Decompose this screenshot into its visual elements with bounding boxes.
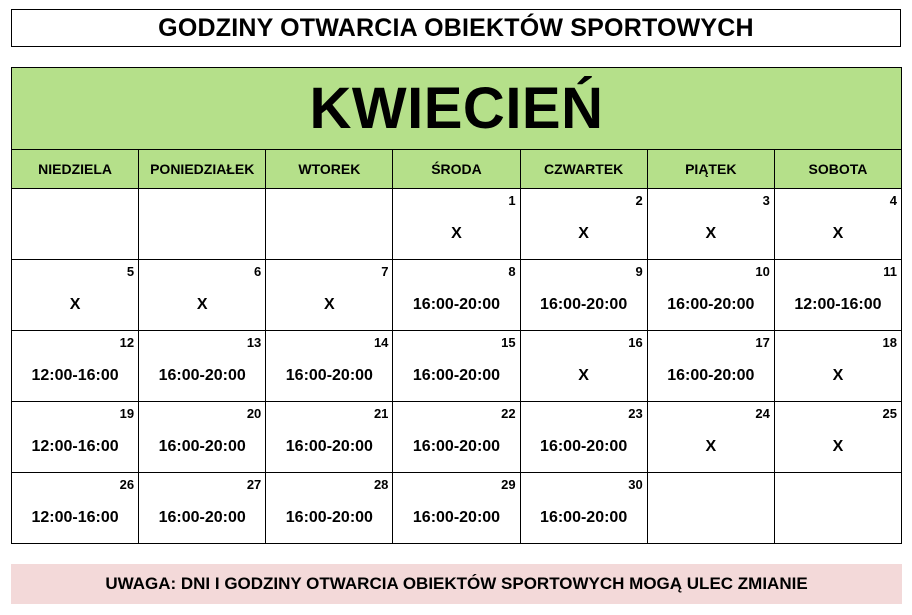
opening-hours: X — [324, 296, 335, 313]
weekday-header: PONIEDZIAŁEK — [139, 150, 266, 189]
opening-hours: 16:00-20:00 — [158, 367, 246, 384]
day-cell — [393, 402, 520, 473]
day-cell — [139, 473, 266, 544]
day-cell — [266, 402, 393, 473]
day-cell — [774, 189, 901, 260]
day-cell — [774, 402, 901, 473]
day-cell — [520, 189, 647, 260]
day-number: 12 — [119, 335, 135, 350]
day-number: 27 — [246, 477, 262, 492]
weekday-header: NIEDZIELA — [12, 150, 139, 189]
weekday-header: WTOREK — [266, 150, 393, 189]
day-number: 16 — [628, 335, 643, 350]
week-row — [12, 473, 902, 544]
day-number: 24 — [755, 406, 770, 421]
weekday-header: PIĄTEK — [647, 150, 774, 189]
opening-hours: 16:00-20:00 — [540, 509, 628, 526]
opening-hours: 16:00-20:00 — [540, 296, 628, 313]
day-number: 17 — [755, 335, 770, 350]
opening-hours: 16:00-20:00 — [158, 509, 246, 526]
day-number: 30 — [628, 477, 643, 492]
opening-hours: 12:00-16:00 — [31, 367, 119, 384]
day-cell — [647, 189, 774, 260]
opening-hours: 16:00-20:00 — [285, 509, 373, 526]
day-number: 22 — [501, 406, 516, 421]
day-cell — [647, 473, 774, 544]
day-number: 2 — [635, 193, 643, 208]
day-cell — [139, 331, 266, 402]
opening-hours: X — [578, 367, 589, 384]
day-cell — [393, 473, 520, 544]
opening-hours: X — [451, 225, 462, 242]
calendar-table — [11, 67, 902, 544]
day-cell — [520, 402, 647, 473]
day-cell — [393, 260, 520, 331]
weekday-header: CZWARTEK — [520, 150, 647, 189]
day-cell — [266, 331, 393, 402]
day-cell — [12, 402, 139, 473]
day-cell — [12, 189, 139, 260]
day-number: 23 — [628, 406, 643, 421]
opening-hours: 16:00-20:00 — [667, 367, 755, 384]
opening-hours: X — [196, 296, 208, 313]
opening-hours: 16:00-20:00 — [285, 438, 373, 455]
opening-hours: 16:00-20:00 — [412, 438, 501, 455]
day-cell — [139, 189, 266, 260]
day-number: 10 — [755, 264, 770, 279]
opening-hours: X — [705, 225, 717, 242]
weekday-header: ŚRODA — [393, 150, 520, 189]
opening-hours: 16:00-20:00 — [412, 367, 501, 384]
day-number: 25 — [882, 406, 897, 421]
opening-hours: 16:00-20:00 — [412, 509, 501, 526]
notice-banner: UWAGA: DNI I GODZINY OTWARCIA OBIEKTÓW SPORTOWYCH MOGĄ ULEC ZMIANIE — [11, 564, 902, 604]
day-cell — [12, 473, 139, 544]
opening-hours: 12:00-16:00 — [31, 509, 119, 526]
day-cell — [266, 473, 393, 544]
day-number: 29 — [501, 477, 516, 492]
day-cell — [12, 260, 139, 331]
page-title: GODZINY OTWARCIA OBIEKTÓW SPORTOWYCH — [11, 9, 901, 47]
week-row — [12, 331, 902, 402]
day-cell — [774, 260, 901, 331]
day-number: 1 — [508, 193, 516, 208]
day-number: 14 — [373, 335, 389, 350]
opening-hours: 16:00-20:00 — [285, 367, 373, 384]
day-number: 18 — [882, 335, 897, 350]
day-cell — [647, 260, 774, 331]
opening-hours: X — [578, 225, 589, 242]
day-cell — [520, 331, 647, 402]
day-number: 7 — [381, 264, 389, 279]
day-cell — [774, 331, 901, 402]
opening-hours: X — [832, 367, 844, 384]
opening-hours: X — [69, 296, 81, 313]
day-number: 13 — [246, 335, 262, 350]
weekday-header: SOBOTA — [774, 150, 901, 189]
opening-hours: 12:00-16:00 — [31, 438, 119, 455]
opening-hours: X — [832, 438, 844, 455]
day-cell — [647, 402, 774, 473]
day-number: 3 — [762, 193, 770, 208]
day-cell — [393, 189, 520, 260]
week-row — [12, 402, 902, 473]
day-number: 20 — [246, 406, 262, 421]
week-row — [12, 189, 902, 260]
opening-hours: 12:00-16:00 — [794, 296, 882, 313]
opening-hours: 16:00-20:00 — [158, 438, 246, 455]
opening-hours: 16:00-20:00 — [540, 438, 628, 455]
day-cell — [520, 260, 647, 331]
day-cell — [266, 260, 393, 331]
day-number: 21 — [373, 406, 389, 421]
week-row — [12, 260, 902, 331]
day-number: 11 — [883, 264, 897, 279]
day-cell — [647, 331, 774, 402]
day-number: 19 — [119, 406, 135, 421]
day-number: 5 — [126, 264, 135, 279]
day-cell — [774, 473, 901, 544]
day-number: 28 — [373, 477, 389, 492]
day-cell — [139, 260, 266, 331]
day-number: 6 — [254, 264, 262, 279]
opening-hours: X — [832, 225, 844, 242]
day-number: 9 — [635, 264, 643, 279]
day-cell — [266, 189, 393, 260]
opening-hours: 16:00-20:00 — [667, 296, 755, 313]
day-cell — [520, 473, 647, 544]
month-header-row — [12, 68, 902, 150]
month-title: KWIECIEŃ — [12, 68, 902, 150]
opening-hours: X — [705, 438, 717, 455]
day-cell — [12, 331, 139, 402]
day-number: 26 — [119, 477, 135, 492]
weekday-header-row — [12, 150, 902, 189]
day-number: 8 — [508, 264, 516, 279]
day-number: 4 — [889, 193, 897, 208]
opening-hours: 16:00-20:00 — [412, 296, 501, 313]
day-number: 15 — [501, 335, 516, 350]
day-cell — [139, 402, 266, 473]
day-cell — [393, 331, 520, 402]
